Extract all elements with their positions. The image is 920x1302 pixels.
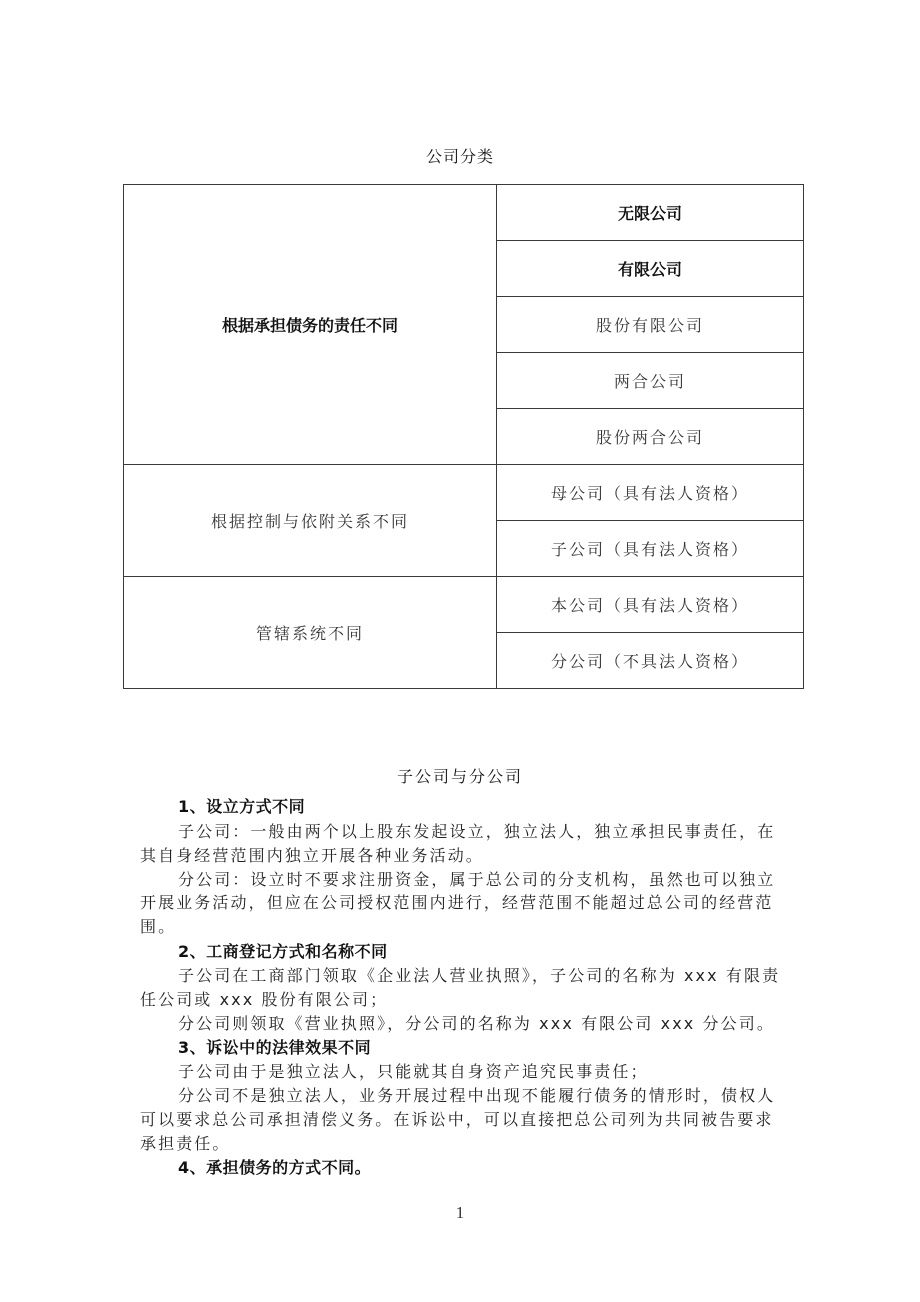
type-cell: 股份有限公司 — [497, 297, 804, 353]
paragraph-line: 子公司由于是独立法人，只能就其自身资产追究民事责任； — [178, 1062, 649, 1081]
heading-1: 1、设立方式不同 — [178, 797, 306, 816]
paragraph-line: 子公司：一般由两个以上股东发起设立，独立法人，独立承担民事责任，在 — [178, 822, 776, 841]
table-row — [124, 577, 804, 633]
type-cell: 分公司（不具法人资格） — [497, 633, 804, 689]
section-title: 子公司与分公司 — [396, 767, 523, 786]
paragraph-line: 其自身经营范围内独立开展各种业务活动。 — [140, 846, 484, 865]
company-classification-table — [123, 184, 804, 689]
type-cell: 有限公司 — [497, 241, 804, 297]
table-row — [124, 465, 804, 521]
type-cell: 无限公司 — [497, 185, 804, 241]
page-number: 1 — [455, 1203, 465, 1222]
type-cell: 本公司（具有法人资格） — [497, 577, 804, 633]
paragraph-line: 可以要求总公司承担清偿义务。在诉讼中，可以直接把总公司列为共同被告要求 — [140, 1110, 774, 1129]
criterion-cell: 管辖系统不同 — [124, 577, 497, 689]
criterion-cell: 根据控制与依附关系不同 — [124, 465, 497, 577]
type-cell: 子公司（具有法人资格） — [497, 521, 804, 577]
heading-2: 2、工商登记方式和名称不同 — [178, 942, 388, 961]
heading-3: 3、诉讼中的法律效果不同 — [178, 1038, 372, 1057]
paragraph-line: 围。 — [140, 917, 177, 936]
type-cell: 母公司（具有法人资格） — [497, 465, 804, 521]
paragraph-line: 分公司不是独立法人，业务开展过程中出现不能履行债务的情形时，债权人 — [178, 1086, 776, 1105]
paragraph-line: 承担责任。 — [140, 1134, 231, 1153]
heading-4: 4、承担债务的方式不同。 — [178, 1158, 372, 1177]
table-title: 公司分类 — [425, 147, 494, 166]
paragraph-line: 子公司在工商部门领取《企业法人营业执照》，子公司的名称为 xxx 有限责 — [178, 966, 781, 985]
paragraph-line: 分公司则领取《营业执照》，分公司的名称为 xxx 有限公司 xxx 分公司。 — [178, 1014, 775, 1033]
criterion-cell: 根据承担债务的责任不同 — [124, 185, 497, 465]
paragraph-line: 分公司：设立时不要求注册资金，属于总公司的分支机构，虽然也可以独立 — [178, 870, 776, 889]
table-row — [124, 185, 804, 241]
paragraph-line: 开展业务活动，但应在公司授权范围内进行，经营范围不能超过总公司的经营范 — [140, 893, 774, 912]
type-cell: 股份两合公司 — [497, 409, 804, 465]
paragraph-line: 任公司或 xxx 股份有限公司； — [140, 990, 389, 1009]
type-cell: 两合公司 — [497, 353, 804, 409]
